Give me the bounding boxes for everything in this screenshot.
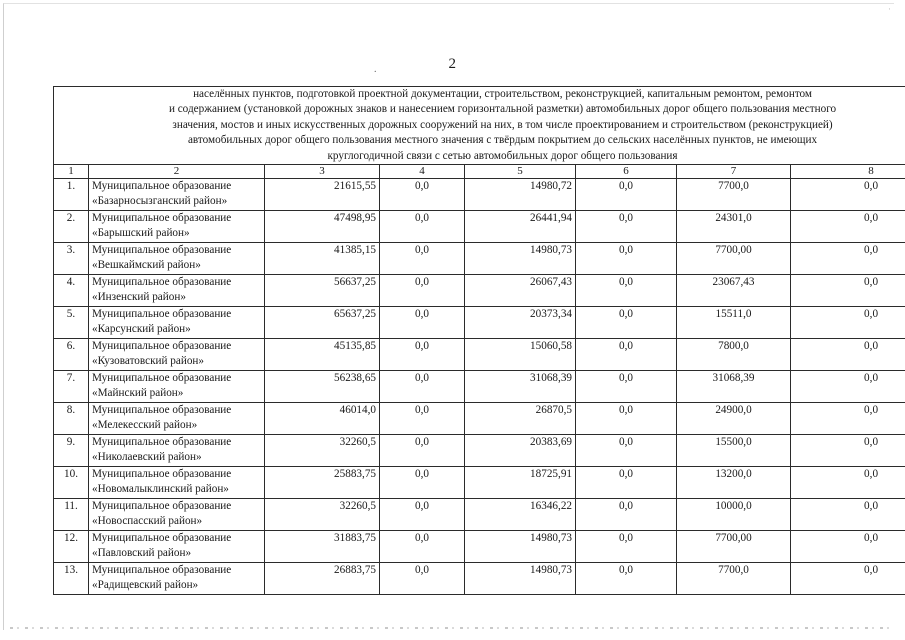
table-row	[54, 467, 905, 499]
municipality-type: Муниципальное образование	[92, 276, 232, 289]
col6-amount: 0,0	[576, 403, 677, 435]
district-name: «Павловский район»	[92, 547, 192, 560]
row-number: 10.	[54, 467, 89, 499]
municipality-name	[89, 435, 265, 467]
total-amount: 56238,65	[265, 371, 380, 403]
col7-amount: 31068,39	[677, 371, 791, 403]
municipality-name	[89, 467, 265, 499]
col8-amount: 0,0	[791, 243, 905, 275]
col6-amount: 0,0	[576, 179, 677, 211]
col6-amount: 0,0	[576, 563, 677, 595]
col6-amount: 0,0	[576, 531, 677, 563]
row-number: 4.	[54, 275, 89, 307]
col7-amount: 7700,0	[677, 179, 791, 211]
col5-amount: 20373,34	[465, 307, 576, 339]
total-amount: 25883,75	[265, 467, 380, 499]
district-name: «Николаевский район»	[92, 451, 202, 464]
col8-amount: 0,0	[791, 499, 905, 531]
total-amount: 32260,5	[265, 499, 380, 531]
municipality-type: Муниципальное образование	[92, 244, 232, 257]
municipality-name	[89, 563, 265, 595]
municipality-type: Муниципальное образование	[92, 436, 232, 449]
col8-amount: 0,0	[791, 371, 905, 403]
district-name: «Новоспасский район»	[92, 515, 203, 528]
col5-amount: 20383,69	[465, 435, 576, 467]
scan-noise-line	[10, 627, 895, 629]
column-number: 5	[465, 165, 576, 179]
col6-amount: 0,0	[576, 467, 677, 499]
district-name: «Карсунский район»	[92, 323, 191, 336]
col5-amount: 14980,73	[465, 563, 576, 595]
total-amount: 65637,25	[265, 307, 380, 339]
municipality-name	[89, 371, 265, 403]
row-number: 13.	[54, 563, 89, 595]
row-number: 8.	[54, 403, 89, 435]
municipality-type: Муниципальное образование	[92, 180, 232, 193]
col5-amount: 15060,58	[465, 339, 576, 371]
col7-amount: 7700,00	[677, 531, 791, 563]
table-row	[54, 403, 905, 435]
column-number: 8	[791, 165, 905, 179]
col8-amount: 0,0	[791, 275, 905, 307]
total-amount: 32260,5	[265, 435, 380, 467]
district-name: «Новомалыклинский район»	[92, 483, 229, 496]
col6-amount: 0,0	[576, 275, 677, 307]
table-body	[54, 87, 905, 595]
caption-line: значения, мостов и иных искусственных дорожных сооружений на них, в том числе проектированием и строительством (реконструкцией)	[172, 118, 833, 131]
col8-amount: 0,0	[791, 211, 905, 243]
municipality-name	[89, 403, 265, 435]
table-row	[54, 531, 905, 563]
column-number: 4	[380, 165, 465, 179]
col8-amount: 0,0	[791, 179, 905, 211]
col4-amount: 0,0	[380, 467, 465, 499]
col5-amount: 26870,5	[465, 403, 576, 435]
page-number: 2	[448, 56, 457, 72]
row-number: 1.	[54, 179, 89, 211]
total-amount: 47498,95	[265, 211, 380, 243]
col6-amount: 0,0	[576, 211, 677, 243]
municipality-name	[89, 531, 265, 563]
col4-amount: 0,0	[380, 531, 465, 563]
municipality-type: Муниципальное образование	[92, 532, 232, 545]
row-number: 11.	[54, 499, 89, 531]
table-row	[54, 275, 905, 307]
total-amount: 21615,55	[265, 179, 380, 211]
table-row	[54, 307, 905, 339]
municipality-type: Муниципальное образование	[92, 308, 232, 321]
district-name: «Базарносызганский район»	[92, 195, 228, 208]
table-row	[54, 243, 905, 275]
municipality-type: Муниципальное образование	[92, 340, 232, 353]
municipality-name	[89, 339, 265, 371]
district-name: «Кузоватовский район»	[92, 355, 205, 368]
municipality-type: Муниципальное образование	[92, 564, 232, 577]
district-name: «Майнский район»	[92, 387, 184, 400]
col7-amount: 24301,0	[677, 211, 791, 243]
col4-amount: 0,0	[380, 275, 465, 307]
table-row	[54, 371, 905, 403]
col8-amount: 0,0	[791, 531, 905, 563]
col7-amount: 24900,0	[677, 403, 791, 435]
col5-amount: 31068,39	[465, 371, 576, 403]
municipality-name	[89, 275, 265, 307]
col8-amount: 0,0	[791, 403, 905, 435]
table-row	[54, 435, 905, 467]
column-number-row	[54, 165, 905, 179]
col7-amount: 7800,0	[677, 339, 791, 371]
col5-amount: 14980,73	[465, 243, 576, 275]
col4-amount: 0,0	[380, 339, 465, 371]
total-amount: 56637,25	[265, 275, 380, 307]
municipality-name	[89, 499, 265, 531]
row-number: 3.	[54, 243, 89, 275]
col6-amount: 0,0	[576, 243, 677, 275]
caption-line: и содержанием (установкой дорожных знаков и нанесением горизонтальной разметки) автомобильных дорог общего пользования местного	[168, 103, 837, 116]
column-number: 2	[89, 165, 265, 179]
district-name: «Инзенский район»	[92, 291, 186, 304]
funding-table	[53, 86, 905, 595]
total-amount: 45135,85	[265, 339, 380, 371]
row-number: 7.	[54, 371, 89, 403]
col8-amount: 0,0	[791, 307, 905, 339]
col6-amount: 0,0	[576, 435, 677, 467]
table-caption	[54, 87, 905, 165]
scan-dot: .	[374, 64, 377, 75]
col5-amount: 16346,22	[465, 499, 576, 531]
table-row	[54, 211, 905, 243]
caption-line: автомобильных дорог общего пользования местного значения с твёрдым покрытием до сельских населённых пунктов, не имеющих	[187, 134, 818, 147]
col5-amount: 26067,43	[465, 275, 576, 307]
col6-amount: 0,0	[576, 371, 677, 403]
caption-line: круглогодичной связи с сетью автомобильных дорог общего пользования	[327, 149, 678, 162]
municipality-type: Муниципальное образование	[92, 404, 232, 417]
col7-amount: 13200,0	[677, 467, 791, 499]
municipality-type: Муниципальное образование	[92, 500, 232, 513]
col4-amount: 0,0	[380, 403, 465, 435]
col7-amount: 7700,00	[677, 243, 791, 275]
column-number: 3	[265, 165, 380, 179]
table-row	[54, 499, 905, 531]
col4-amount: 0,0	[380, 435, 465, 467]
row-number: 5.	[54, 307, 89, 339]
col7-amount: 10000,0	[677, 499, 791, 531]
district-name: «Мелекесский район»	[92, 419, 198, 432]
municipality-name	[89, 307, 265, 339]
municipality-name	[89, 243, 265, 275]
total-amount: 46014,0	[265, 403, 380, 435]
table-row	[54, 563, 905, 595]
district-name: «Барышский район»	[92, 227, 190, 240]
col4-amount: 0,0	[380, 371, 465, 403]
col4-amount: 0,0	[380, 211, 465, 243]
municipality-type: Муниципальное образование	[92, 468, 232, 481]
col4-amount: 0,0	[380, 563, 465, 595]
corner-mark: ·	[888, 4, 891, 14]
column-number: 7	[677, 165, 791, 179]
col5-amount: 14980,72	[465, 179, 576, 211]
row-number: 9.	[54, 435, 89, 467]
district-name: «Радищевский район»	[92, 579, 199, 592]
col5-amount: 18725,91	[465, 467, 576, 499]
municipality-type: Муниципальное образование	[92, 372, 232, 385]
column-number: 6	[576, 165, 677, 179]
column-number: 1	[54, 165, 89, 179]
col6-amount: 0,0	[576, 499, 677, 531]
table-row	[54, 339, 905, 371]
district-name: «Вешкаймский район»	[92, 259, 201, 272]
total-amount: 31883,75	[265, 531, 380, 563]
col7-amount: 15511,0	[677, 307, 791, 339]
caption-row	[54, 87, 905, 165]
col8-amount: 0,0	[791, 467, 905, 499]
row-number: 2.	[54, 211, 89, 243]
municipality-type: Муниципальное образование	[92, 212, 232, 225]
col4-amount: 0,0	[380, 307, 465, 339]
row-number: 6.	[54, 339, 89, 371]
col7-amount: 23067,43	[677, 275, 791, 307]
col4-amount: 0,0	[380, 179, 465, 211]
col7-amount: 7700,0	[677, 563, 791, 595]
col5-amount: 14980,73	[465, 531, 576, 563]
caption-line: населённых пунктов, подготовкой проектной документации, строительством, реконструкцией, капитальным ремонтом, ремонтом	[193, 88, 813, 100]
col8-amount: 0,0	[791, 339, 905, 371]
col6-amount: 0,0	[576, 339, 677, 371]
total-amount: 26883,75	[265, 563, 380, 595]
col5-amount: 26441,94	[465, 211, 576, 243]
table-row	[54, 179, 905, 211]
col8-amount: 0,0	[791, 435, 905, 467]
municipality-name	[89, 179, 265, 211]
col4-amount: 0,0	[380, 499, 465, 531]
col8-amount: 0,0	[791, 563, 905, 595]
col4-amount: 0,0	[380, 243, 465, 275]
total-amount: 41385,15	[265, 243, 380, 275]
municipality-name	[89, 211, 265, 243]
col7-amount: 15500,0	[677, 435, 791, 467]
row-number: 12.	[54, 531, 89, 563]
col6-amount: 0,0	[576, 307, 677, 339]
